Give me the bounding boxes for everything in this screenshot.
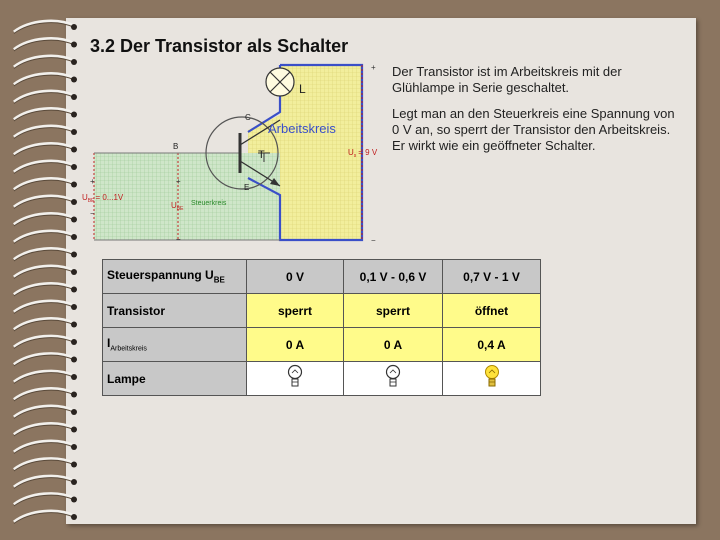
header-col-3: 0,7 V - 1 V — [443, 260, 541, 294]
spiral-hole — [71, 42, 77, 48]
lamp-label: L — [299, 82, 306, 96]
cell-current-1: 0 A — [247, 328, 344, 362]
spiral-ring-shadow — [14, 268, 74, 279]
cell-lamp-2 — [344, 362, 443, 396]
spiral-hole — [71, 339, 77, 345]
ube-minus: − — [90, 209, 95, 218]
state-table — [102, 259, 541, 396]
description — [392, 64, 682, 164]
emitter-label: E — [244, 183, 250, 192]
spiral-hole — [71, 164, 77, 170]
spiral-ring-shadow — [14, 40, 74, 51]
row-label-lamp: Lampe — [103, 362, 247, 396]
spiral-ring-shadow — [14, 180, 74, 191]
spiral-ring-shadow — [14, 58, 74, 69]
spiral-hole — [71, 24, 77, 30]
spiral-ring-shadow — [14, 215, 74, 226]
us-label: $U_s = 9$ V — [348, 148, 378, 159]
spiral-ring-shadow — [14, 233, 74, 244]
spiral-ring-shadow — [14, 163, 74, 174]
spiral-hole — [71, 129, 77, 135]
header-label-cell: Steuerspannung $U_{BE}$ — [103, 260, 247, 294]
cell-transistor-1: sperrt — [247, 294, 344, 328]
cell-current-3: 0,4 A — [443, 328, 541, 362]
spiral-hole — [71, 269, 77, 275]
spiral-ring-shadow — [14, 303, 74, 314]
slide-title: 3.2 Der Transistor als Schalter — [90, 36, 349, 56]
table-row — [103, 362, 541, 396]
spiral-hole — [71, 94, 77, 100]
spiral-hole — [71, 322, 77, 328]
transistor-label: T — [258, 149, 265, 161]
spiral-ring-shadow — [14, 145, 74, 156]
cell-transistor-3: öffnet — [443, 294, 541, 328]
spiral-hole — [71, 374, 77, 380]
spiral-hole — [71, 497, 77, 503]
spiral-ring-shadow — [14, 250, 74, 261]
collector-label: C — [245, 113, 251, 122]
steuerkreis-label: Steuerkreis — [191, 200, 227, 207]
spiral-hole — [71, 514, 77, 520]
spiral-hole — [71, 252, 77, 258]
spiral-hole — [71, 112, 77, 118]
spiral-hole — [71, 147, 77, 153]
spiral-hole — [71, 427, 77, 433]
header-col-1: 0 V — [247, 260, 344, 294]
spiral-hole — [71, 409, 77, 415]
ube-label-2: $U_{BE}$ — [171, 201, 184, 212]
table-row — [103, 328, 541, 362]
spiral-ring-shadow — [14, 390, 74, 401]
spiral-hole — [71, 304, 77, 310]
ube-plus-2: + — [176, 177, 181, 186]
spiral-ring-shadow — [14, 425, 74, 436]
cell-lamp-1 — [247, 362, 344, 396]
ube-plus: + — [90, 177, 95, 186]
spiral-hole — [71, 234, 77, 240]
arbeitskreis-label: Arbeitskreis — [268, 121, 336, 136]
lamp-off-icon — [287, 364, 303, 390]
spiral-ring-shadow — [14, 495, 74, 506]
spiral-ring-shadow — [14, 93, 74, 104]
ube-minus-2: − — [176, 235, 181, 244]
ube-label: $U_{BE}= 0...1V$ — [82, 193, 124, 204]
spiral-hole — [71, 444, 77, 450]
table-header-row — [103, 260, 541, 294]
spiral-hole — [71, 199, 77, 205]
spiral-ring-shadow — [14, 408, 74, 419]
spiral-ring-shadow — [14, 23, 74, 34]
spiral-ring-shadow — [14, 460, 74, 471]
spiral-ring-shadow — [14, 338, 74, 349]
spiral-ring-shadow — [14, 478, 74, 489]
lamp-on-icon — [484, 364, 500, 390]
spiral-hole — [71, 217, 77, 223]
base-label: B — [173, 142, 179, 151]
spiral-hole — [71, 77, 77, 83]
us-plus: + — [371, 63, 376, 72]
cell-current-2: 0 A — [344, 328, 443, 362]
cell-lamp-3 — [443, 362, 541, 396]
header-col-2: 0,1 V - 0,6 V — [344, 260, 443, 294]
spiral-hole — [71, 182, 77, 188]
description-paragraph-2: Legt man an den Steuerkreis eine Spannung von 0 V an, so sperrt der Transistor den Arbeitskreis. Er wirkt wie ein geöffneter Schalter. — [392, 106, 675, 153]
spiral-hole — [71, 479, 77, 485]
spiral-binding — [0, 0, 92, 540]
cell-transistor-2: sperrt — [344, 294, 443, 328]
lamp-off-icon — [385, 364, 401, 390]
transistor-circuit-diagram — [80, 60, 390, 255]
spiral-hole — [71, 357, 77, 363]
table-row — [103, 294, 541, 328]
row-label-current: $I_{Arbeitskreis}$ — [103, 328, 247, 362]
row-label-transistor: Transistor — [103, 294, 247, 328]
spiral-hole — [71, 392, 77, 398]
spiral-ring-shadow — [14, 75, 74, 86]
spiral-ring-shadow — [14, 110, 74, 121]
spiral-ring-shadow — [14, 443, 74, 454]
spiral-ring-shadow — [14, 320, 74, 331]
spiral-hole — [71, 59, 77, 65]
spiral-ring-shadow — [14, 198, 74, 209]
description-paragraph-1: Der Transistor ist im Arbeitskreis mit der Glühlampe in Serie geschaltet. — [392, 64, 622, 95]
spiral-ring-shadow — [14, 128, 74, 139]
spiral-ring-shadow — [14, 373, 74, 384]
spiral-ring-shadow — [14, 513, 74, 524]
spiral-ring-shadow — [14, 355, 74, 366]
us-minus: − — [371, 236, 376, 245]
spiral-hole — [71, 462, 77, 468]
spiral-ring-shadow — [14, 285, 74, 296]
spiral-hole — [71, 287, 77, 293]
lamp-symbol-icon — [266, 68, 294, 96]
